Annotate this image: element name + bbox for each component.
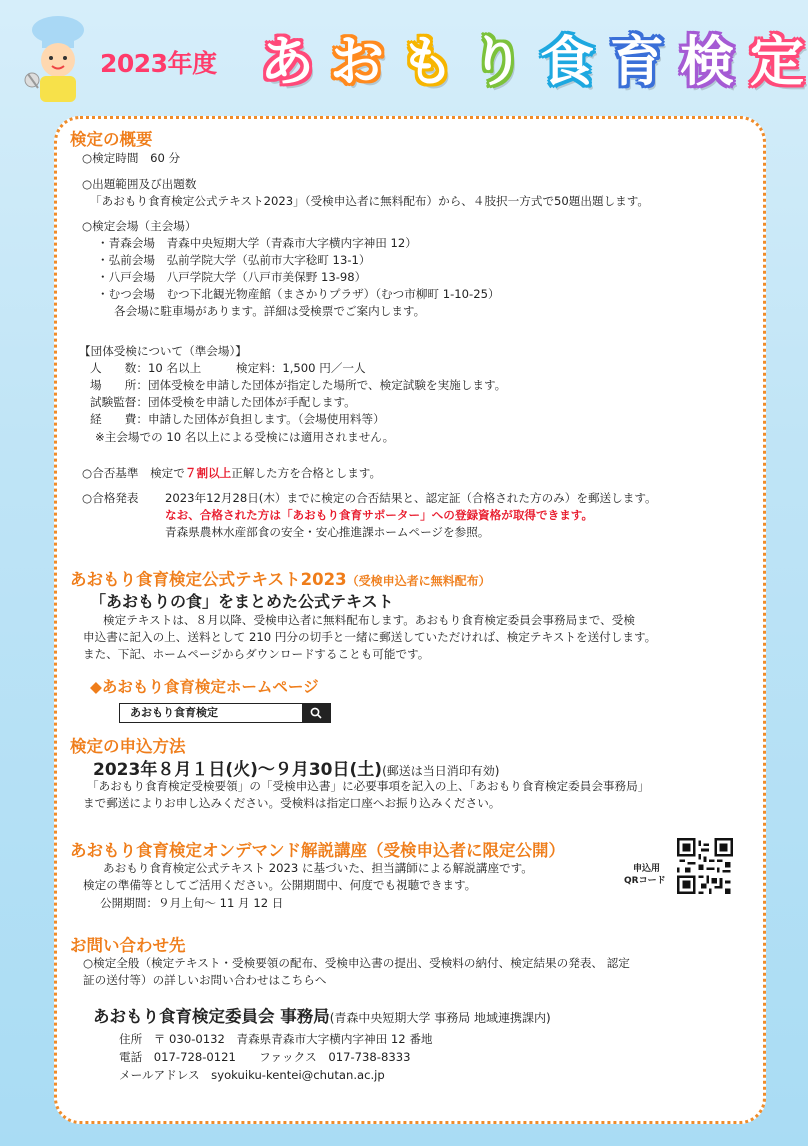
search-keyword: あおもり食育検定 <box>130 706 218 719</box>
venue-aomori: ・青森会場 青森中央短期大学（青森市大字横内字神田 12） <box>97 236 417 250</box>
venue-label: ○検定会場（主会場） <box>82 219 197 233</box>
lecture-para: あおもり食育検定公式テキスト 2023 に基づいた、担当講師による解説講座です。 <box>103 861 533 875</box>
result-label: ○合格発表 <box>82 491 139 505</box>
title-char: り <box>470 30 524 93</box>
contact-para: 証の送付等）の詳しいお問い合わせはこちらへ <box>83 973 327 987</box>
apply-heading: 検定の申込方法 <box>70 737 186 756</box>
lecture-period: 公開期間：９月上旬～ 11 月 12 日 <box>100 896 284 910</box>
mascot-chef-illustration <box>18 14 98 106</box>
title-char: も <box>400 30 454 93</box>
group-label: 【団体受検について（準会場）】 <box>79 344 247 358</box>
contact-para: ○検定全般（検定テキスト・受検要領の配布、受検申込書の提出、受検料の納付、検定結果の発表、 認定 <box>83 956 630 970</box>
pass-highlight: ７割以上 <box>184 466 232 480</box>
contact-heading: お問い合わせ先 <box>70 936 186 955</box>
lecture-para: 検定の準備等としてご活用ください。公開期間中、何度でも視聴できます。 <box>83 878 477 892</box>
result-red-note: なお、合格された方は「あおもり食育サポーター」への登録資格が取得できます。 <box>165 508 594 522</box>
search-icon <box>310 707 322 719</box>
main-title <box>252 24 808 104</box>
group-line: 人 数：10 名以上 検定料：1,500 円／一人 <box>90 361 366 375</box>
contact-email[interactable]: メールアドレス syokuiku-kentei@chutan.ac.jp <box>119 1068 385 1082</box>
qr-label: 申込用 <box>633 864 661 874</box>
venue-mutsu: ・むつ会場 むつ下北観光物産館（まさかりプラザ）（むつ市柳町 1-10-25） <box>97 287 500 301</box>
overview-heading: 検定の概要 <box>70 130 153 149</box>
textbook-subheading: 「あおもりの食」をまとめた公式テキスト <box>90 592 394 611</box>
homepage-heading: ◆あおもり食育検定ホームページ <box>90 678 319 696</box>
qr-label: QRコード <box>624 876 666 886</box>
apply-para: 「あおもり食育検定受検要領」の「受検申込書」に必要事項を記入の上、「あおもり食育検定委員会事務局」 <box>87 779 650 793</box>
exam-time: ○検定時間 60 分 <box>82 151 181 165</box>
year-label: 2023年度 <box>100 49 217 78</box>
textbook-para: 検定テキストは、８月以降、受検申込者に無料配布します。あおもり食育検定委員会事務局まで、受検 <box>103 613 635 627</box>
content-card <box>54 116 766 1124</box>
scope-text: 「あおもり食育検定公式テキスト2023」（受検申込者に無料配布）から、４肢択一方式で50題出題します。 <box>90 194 650 208</box>
title-char: 定 <box>750 30 804 93</box>
contact-org: あおもり食育検定委員会 事務局(青森中央短期大学 事務局 地域連携課内) <box>93 1007 551 1026</box>
textbook-para: 申込書に記入の上、送料として 210 円分の切手と一緒に郵送していただければ、検定テキストを送付します。 <box>83 630 657 644</box>
result-reference: 青森県農林水産部食の安全・安心推進課ホームページを参照。 <box>165 525 490 539</box>
scope-label: ○出題範囲及び出題数 <box>82 177 197 191</box>
apply-period: 2023年８月１日(火)～９月30日(土)(郵送は当日消印有効) <box>93 760 500 780</box>
title-char: お <box>330 30 384 93</box>
apply-para: まで郵送によりお申し込みください。受検料は指定口座へお振り込みください。 <box>83 796 501 810</box>
pass-criteria: ○合否基準 検定で７割以上正解した方を合格とします。 <box>82 466 382 480</box>
contact-phone: 電話 017-728-0121 ファックス 017-738-8333 <box>119 1050 411 1064</box>
venue-hirosaki: ・弘前会場 弘前学院大学（弘前市大字稔町 13-1） <box>97 253 371 267</box>
result-text: 2023年12月28日(木）までに検定の合否結果と、認定証（合格された方のみ）を郵送します。 <box>165 491 657 505</box>
venue-hachinohe: ・八戸会場 八戸学院大学（八戸市美保野 13-98） <box>97 270 367 284</box>
title-char: あ <box>260 30 314 93</box>
parking-note: 各会場に駐車場があります。詳細は受検票でご案内します。 <box>114 304 426 318</box>
title-char: 育 <box>610 30 664 93</box>
lecture-heading: あおもり食育検定オンデマンド解説講座（受検申込者に限定公開） <box>70 841 565 860</box>
group-line: 場 所：団体受検を申請した団体が指定した場所で、検定試験を実施します。 <box>90 378 507 392</box>
group-line: 試験監督：団体受検を申請した団体が手配します。 <box>90 395 356 409</box>
homepage-search-box[interactable] <box>119 703 331 723</box>
textbook-para: また、下記、ホームページからダウンロードすることも可能です。 <box>83 647 430 661</box>
textbook-heading: あおもり食育検定公式テキスト2023（受検申込者に無料配布） <box>70 570 491 589</box>
group-note: ※主会場での 10 名以上による受検には適用されません。 <box>95 430 395 444</box>
title-char: 食 <box>540 30 594 93</box>
qr-code-image[interactable] <box>677 838 733 894</box>
search-button[interactable] <box>302 704 330 722</box>
contact-address: 住所 〒 030-0132 青森県青森市大字横内字神田 12 番地 <box>119 1032 433 1046</box>
title-char: 検 <box>680 30 734 93</box>
header <box>0 0 808 118</box>
group-line: 経 費：申請した団体が負担します。（会場使用料等） <box>90 412 385 426</box>
